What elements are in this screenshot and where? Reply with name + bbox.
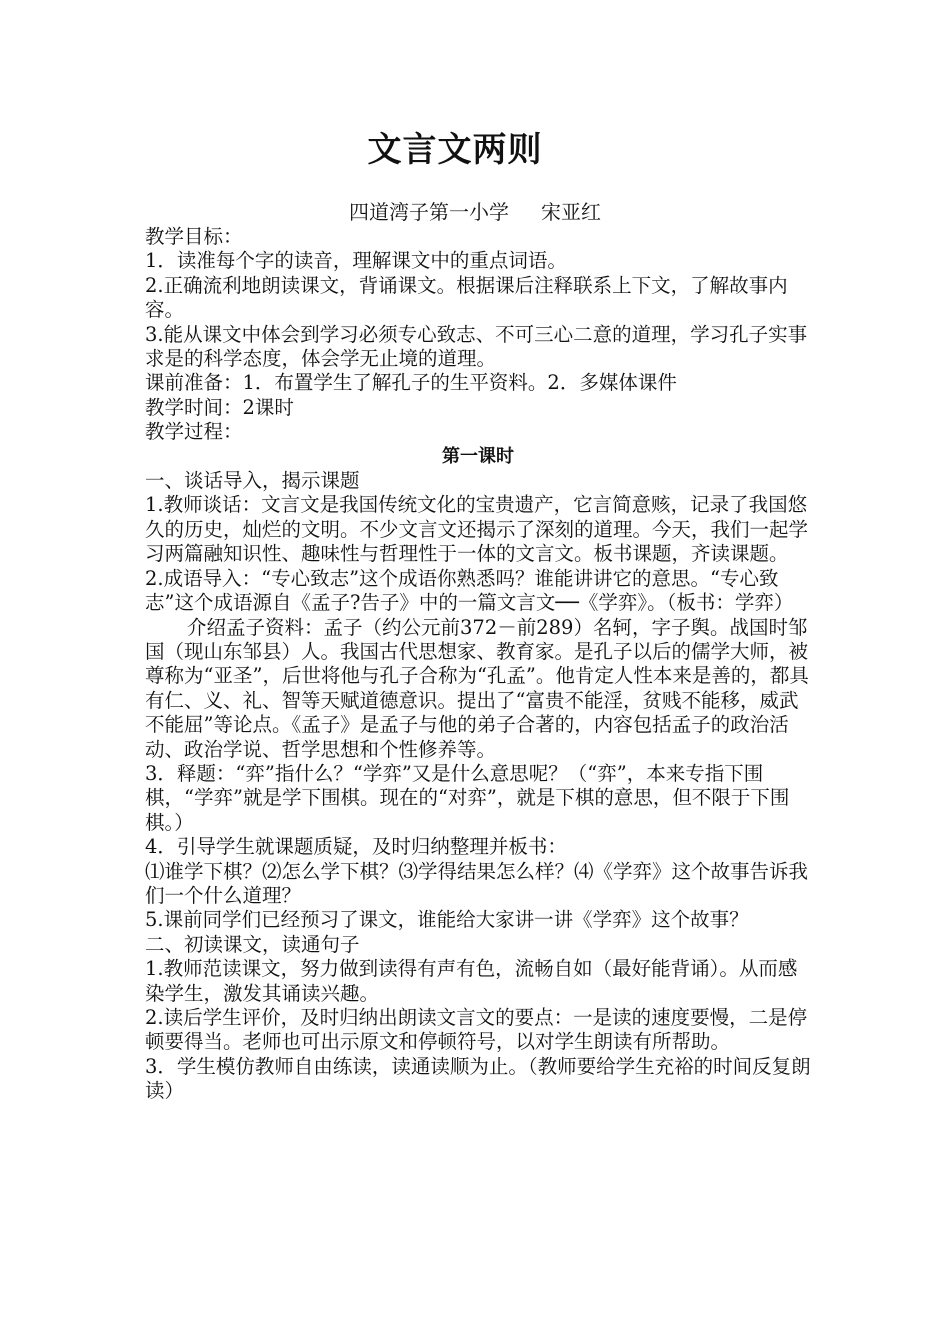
goal-item: 1．读准每个字的读音，理解课文中的重点词语。 xyxy=(145,249,567,273)
section-heading-goals: 教学目标： xyxy=(145,225,243,248)
document-title: 文言文两则 xyxy=(367,130,543,170)
paragraph: 1.教师范读课文，努力做到读得有声有色，流畅自如（最好能背诵）。从而感染学生，激发其诵读兴趣。 xyxy=(145,957,798,1005)
author-school: 四道湾子第一小学 xyxy=(349,200,509,224)
author-name: 宋亚红 xyxy=(541,200,601,224)
section-heading: 二、初读课文，读通句子 xyxy=(145,932,360,956)
section-heading-process: 教学过程： xyxy=(145,420,243,444)
paragraph: 1.教师谈话：文言文是我国传统文化的宝贵遗产，它言简意赅，记录了我国悠久的历史，灿烂的文明。不少文言文还揭示了深刻的道理。今天，我们一起学习两篇融知识性、趣味性与哲理性于一体的文言文。板书课题，齐读课题。 xyxy=(145,493,809,566)
paragraph: 5.课前同学们已经预习了课文，谁能给大家讲一讲《学弈》这个故事？ xyxy=(145,908,749,932)
paragraph: 3．释题：“弈”指什么？“学弈”又是什么意思呢？（“弈”，本来专指下围棋，“学弈”就是学下围棋。现在的“对弈”，就是下棋的意思，但不限于下围棋。） xyxy=(145,761,790,834)
section-heading: 一、谈话导入，揭示课题 xyxy=(145,469,360,493)
paragraph: 2.读后学生评价，及时归纳出朗读文言文的要点：一是读的速度要慢，二是停顿要得当。老师也可出示原文和停顿符号，以对学生朗读有所帮助。 xyxy=(145,1006,808,1054)
paragraph: 4．引导学生就课题质疑，及时归纳整理并板书： xyxy=(145,835,567,859)
lesson-heading: 第一课时 xyxy=(442,445,514,467)
author-line xyxy=(0,199,950,225)
document-body xyxy=(145,225,811,1104)
preparation-line: 课前准备：1．布置学生了解孔子的生平资料。2．多媒体课件 xyxy=(145,371,677,395)
paragraph: 2.成语导入：“专心致志”这个成语你熟悉吗？谁能讲讲它的意思。“专心致志”这个成语源自《孟子?告子》中的一篇文言文──《学弈》。（板书：学弈） xyxy=(145,566,794,615)
goal-item: 2.正确流利地朗读课文，背诵课文。根据课后注释联系上下文，了解故事内容。 xyxy=(145,273,788,322)
paragraph: ⑴谁学下棋？⑵怎么学下棋？⑶学得结果怎么样？⑷《学弈》这个故事告诉我们一个什么道理？ xyxy=(145,859,809,907)
paragraph: 介绍孟子资料：孟子（约公元前372－前289）名轲，字子舆。战国时邹国（现山东邹县）人。我国古代思想家、教育家。是孔子以后的儒学大师，被尊称为“亚圣”，后世将他与孔子合称为“孔孟”。他肯定人性本来是善的，都具有仁、义、礼、智等天赋道德意识。提出了“富贵不能淫，贫贱不能移，威武不能屈”等论点。《孟子》是孟子与他的弟子合著的，内容包括孟子的政治活动、政治学说、哲学思想和个性修养等。 xyxy=(145,615,809,761)
teaching-time-line: 教学时间：2课时 xyxy=(145,395,294,419)
goal-item: 3.能从课文中体会到学习必须专心致志、不可三心二意的道理，学习孔子实事求是的科学态度，体会学无止境的道理。 xyxy=(145,322,808,371)
paragraph: 3．学生模仿教师自由练读，读通读顺为止。（教师要给学生充裕的时间反复朗读） xyxy=(145,1054,811,1103)
